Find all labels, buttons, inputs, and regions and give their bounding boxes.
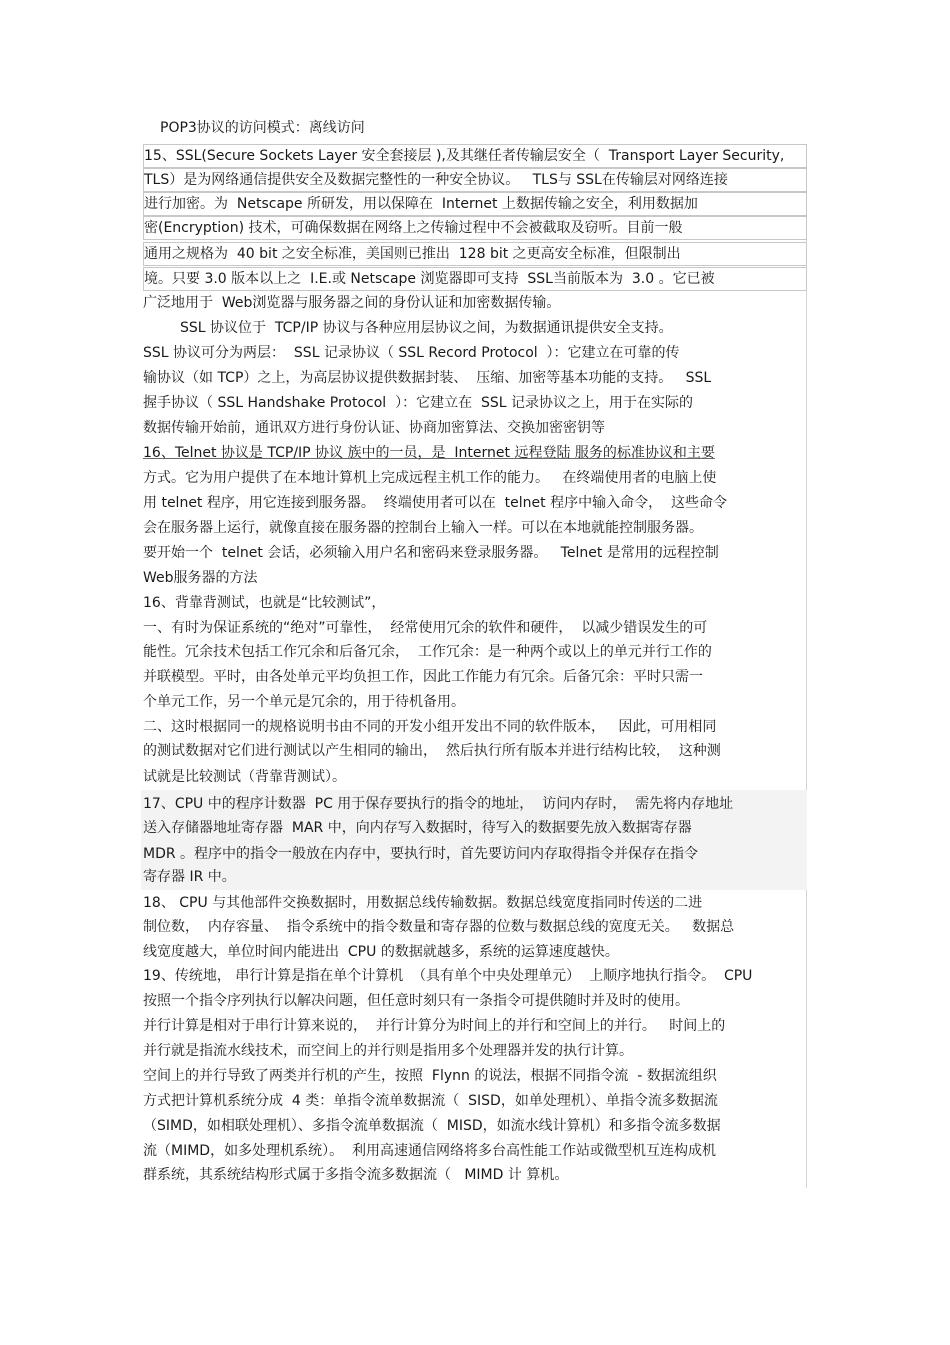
text-line: 送入存储器地址寄存器 MAR 中，向内存写入数据时，待写入的数据要先放入数据寄存器 [143,820,692,836]
text-line: SSL 协议可分为两层： SSL 记录协议（ SSL Record Protocol ）：它建立在可靠的传 [143,345,680,361]
text-line: 个单元工作，另一个单元是冗余的，用于待机备用。 [143,694,465,710]
text-line: 要开始一个 telnet 会话，必须输入用户名和密码来登录服务器。 Telnet 是常用的远程控制 [143,545,719,561]
text-line: 二、这时根据同一的规格说明书由不同的开发小组开发出不同的软件版本， 因此，可用相同 [143,719,717,735]
text-line: 线宽度越大，单位时间内能进出 CPU 的数据就越多，系统的运算速度越快。 [143,944,619,960]
text-line: Web服务器的方法 [143,570,258,586]
text-line: TLS）是为网络通信提供安全及数据完整性的一种安全协议。 TLS与 SSL在传输层对网络连接 [143,168,807,192]
text-line: MDR 。程序中的指令一般放在内存中，要执行时，首先要访问内存取得指令并保存在指令 [143,846,699,862]
text-line: 17、CPU 中的程序计数器 PC 用于保存要执行的指令的地址， 访问内存时， 需先将内存地址 [143,796,734,812]
text-line: 群系统，其系统结构形式属于多指令流多数据流（ MIMD 计 算机。 [143,1167,569,1183]
text-line: （SIMD，如相联处理机）、多指令流单数据流（ MISD，如流水线计算机）和多指令流多数据 [143,1118,721,1134]
text-line: 方式把计算机系统分成 4 类：单指令流单数据流（ SISD，如单处理机）、单指令流多数据流 [143,1093,718,1109]
text-line: 试就是比较测试（背靠背测试）。 [143,769,346,785]
text-line: POP3协议的访问模式：离线访问 [160,120,365,136]
text-line: 方式。它为用户提供了在本地计算机上完成远程主机工作的能力。 在终端使用者的电脑上使 [143,470,717,486]
text-line: 用 telnet 程序，用它连接到服务器。 终端使用者可以在 telnet 程序中输入命令， 这些命令 [143,495,727,511]
text-line: 按照一个指令序列执行以解决问题，但任意时刻只有一条指令可提供随时并及时的使用。 [143,993,689,1009]
text-line: 数据传输开始前，通讯双方进行身份认证、协商加密算法、交换加密密钥等 [143,420,605,436]
text-line: 制位数， 内存容量、 指令系统中的指令数量和寄存器的位数与数据总线的宽度无关。 数据总 [143,919,735,935]
text-line: SSL 协议位于 TCP/IP 协议与各种应用层协议之间，为数据通讯提供安全支持。 [180,320,673,336]
text-line: 16、Telnet 协议是 TCP/IP 协议 族中的一员，是 Internet 远程登陆 服务的标准协议和主要 [143,445,715,461]
text-line: 进行加密。为 Netscape 所研发，用以保障在 Internet 上数据传输之安全，利用数据加 [143,192,807,216]
text-line: 寄存器 IR 中。 [143,869,236,885]
text-line: 密(Encryption) 技术，可确保数据在网络上之传输过程中不会被截取及窃听。目前一般 [143,216,807,240]
text-line: 15、SSL(Secure Sockets Layer 安全套接层 ),及其继任者传输层安全（ Transport Layer Security, [143,144,807,168]
text-line: 空间上的并行导致了两类并行机的产生，按照 Flynn 的说法，根据不同指令流 - 数据流组织 [143,1068,717,1084]
text-line: 16、背靠背测试，也就是“比较测试”， [143,595,386,611]
text-line: 能性。冗余技术包括工作冗余和后备冗余， 工作冗余：是一种两个或以上的单元并行工作的 [143,644,712,660]
text-line: 握手协议（ SSL Handshake Protocol ）：它建立在 SSL 记录协议之上，用于在实际的 [143,395,693,411]
text-line: 流（MIMD，如多处理机系统）。 利用高速通信网络将多台高性能工作站或微型机互连构成机 [143,1143,716,1159]
text-line: 19、传统地， 串行计算是指在单个计算机 （具有单个中央处理单元） 上顺序地执行指令。 CPU [143,968,753,984]
text-line: 并行计算是相对于串行计算来说的， 并行计算分为时间上的并行和空间上的并行。 时间上的 [143,1018,726,1034]
text-line: 18、 CPU 与其他部件交换数据时，用数据总线传输数据。数据总线宽度指同时传送的二进 [143,895,703,911]
text-line: 广泛地用于 Web浏览器与服务器之间的身份认证和加密数据传输。 [143,295,561,311]
text-line: 并联模型。平时，由各处单元平均负担工作，因此工作能力有冗余。后备冗余：平时只需一 [143,669,703,685]
text-line: 一、有时为保证系统的“绝对”可靠性， 经常使用冗余的软件和硬件， 以减少错误发生的可 [143,620,708,636]
text-line: 的测试数据对它们进行测试以产生相同的输出， 然后执行所有版本并进行结构比较， 这种测 [143,743,721,759]
text-line: 并行就是指流水线技术，而空间上的并行则是指用多个处理器并发的执行计算。 [143,1043,633,1059]
text-line: 会在服务器上运行，就像直接在服务器的控制台上输入一样。可以在本地就能控制服务器。 [143,520,703,536]
text-line: 输协议（如 TCP）之上，为高层协议提供数据封装、 压缩、加密等基本功能的支持。 SSL [143,370,712,386]
text-line: 境。只要 3.0 版本以上之 I.E.或 Netscape 浏览器即可支持 SSL当前版本为 3.0 。它已被 [143,267,807,291]
text-line: 通用之规格为 40 bit 之安全标准，美国则已推出 128 bit 之更高安全标准，但限制出 [143,242,807,266]
